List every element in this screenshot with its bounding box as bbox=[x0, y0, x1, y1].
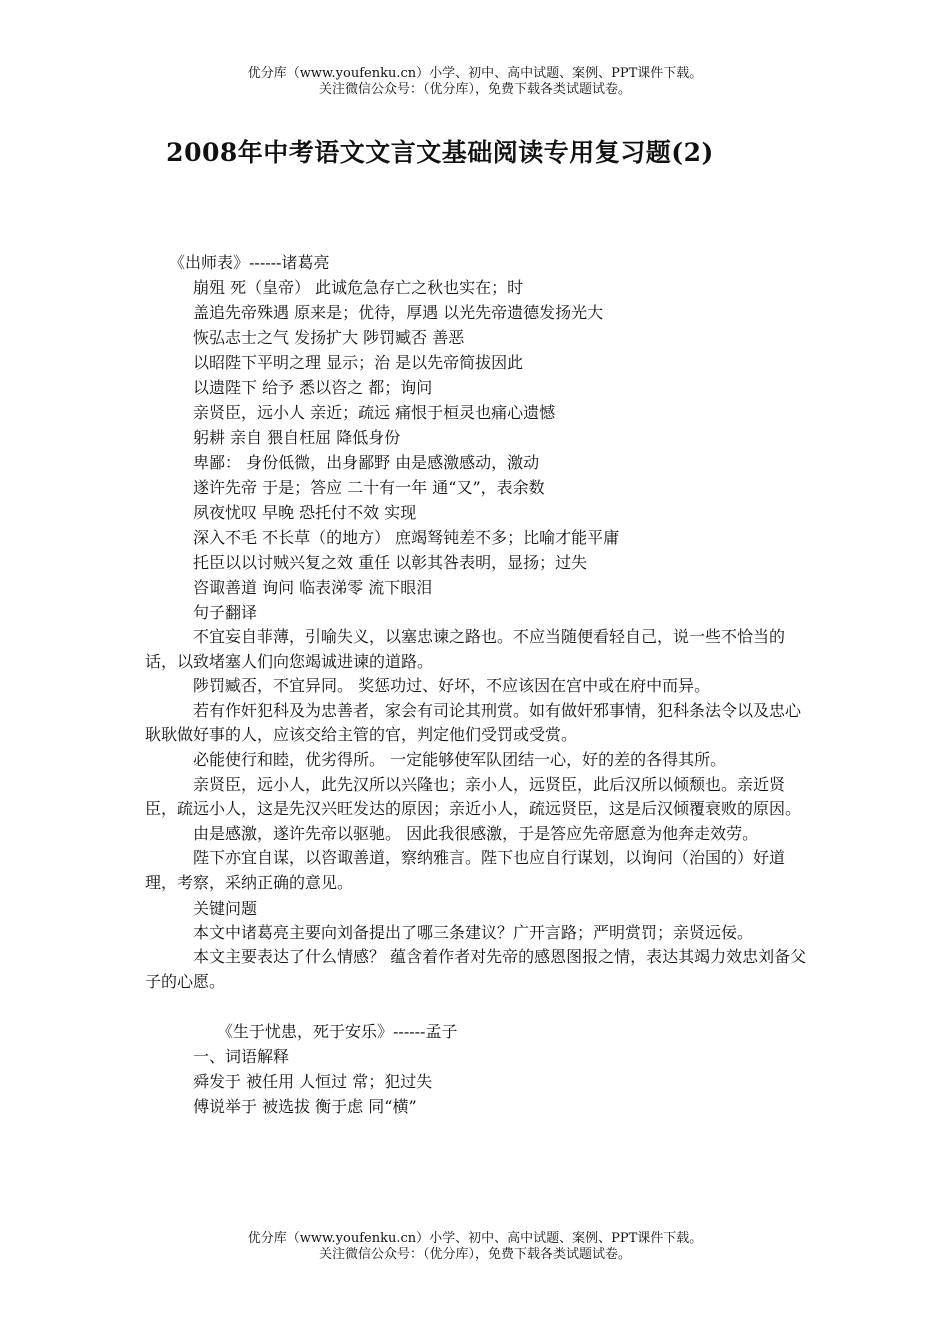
vocab-line: 夙夜忧叹 早晚 恐托付不效 实现 bbox=[193, 503, 417, 522]
question-paragraph: 本文中诸葛亮主要向刘备提出了哪三条建议？广开言路；严明赏罚；亲贤远佞。 bbox=[193, 922, 754, 942]
vocab-line: 舜发于 被任用 人恒过 常；犯过失 bbox=[193, 1072, 433, 1092]
footer-line-2: 关注微信公众号：（优分库），免费下载各类试题试卷。 bbox=[318, 1247, 631, 1262]
section-heading-chushibiao: 《出师表》------诸葛亮 bbox=[169, 253, 330, 272]
translation-label: 句子翻译 bbox=[193, 603, 258, 622]
vocab-line: 躬耕 亲自 猥自枉屈 降低身份 bbox=[193, 428, 401, 447]
translation-paragraph: 陟罚臧否，不宜异同。 奖惩功过、好坏，不应该因在宫中或在府中而异。 bbox=[193, 676, 711, 696]
question-paragraph: 本文主要表达了什么情感？ 蕴含着作者对先帝的感恩图报之情，表达其竭力效忠刘备父子的心愿。 bbox=[145, 947, 807, 991]
translation-paragraph: 若有作奸犯科及为忠善者，家会有司论其刑赏。如有做奸邪事情，犯科条法令以及忠心耿耿做好事的人，应该交给主管的官，判定他们受罚或受赏。 bbox=[145, 700, 802, 745]
translation-paragraph: 不宜妄自菲薄，引喻失义，以塞忠谏之路也。不应当随便看轻自己，说一些不恰当的话，以致堵塞人们向您竭诚进谏的道路。 bbox=[145, 627, 786, 671]
key-questions-label: 关键问题 bbox=[193, 898, 258, 918]
vocab-line: 恢弘志士之气 发扬扩大 陟罚臧否 善恶 bbox=[193, 328, 465, 347]
page-footer bbox=[0, 1231, 950, 1263]
vocab-line: 傅说举于 被选拔 衡于虑 同“横” bbox=[193, 1097, 417, 1117]
header-line-2: 关注微信公众号：（优分库），免费下载各类试题试卷。 bbox=[318, 82, 631, 97]
vocab-line: 盖追先帝殊遇 原来是；优待，厚遇 以光先帝遗德发扬光大 bbox=[193, 303, 604, 322]
page-title: 2008年中考语文文言文基础阅读专用复习题(2) bbox=[166, 138, 714, 167]
header-line-1: 优分库（www.youfenku.cn）小学、初中、高中试题、案例、PPT课件下载。 bbox=[247, 66, 703, 81]
translation-paragraph: 必能使行和睦，优劣得所。 一定能够使军队团结一心，好的差的各得其所。 bbox=[193, 749, 727, 769]
vocab-line: 亲贤臣，远小人 亲近；疏远 痛恨于桓灵也痛心遗憾 bbox=[193, 403, 556, 422]
vocab-line: 以昭陛下平明之理 显示；治 是以先帝简拔因此 bbox=[193, 353, 524, 372]
sub-heading: 一、词语解释 bbox=[193, 1047, 290, 1067]
page-header bbox=[0, 66, 950, 98]
translation-paragraph: 亲贤臣，远小人，此先汉所以兴隆也；亲小人，远贤臣，此后汉所以倾颓也。亲近贤臣，疏远小人，这是先汉兴旺发达的原因；亲近小人，疏远贤臣，这是后汉倾覆衰败的原因。 bbox=[145, 774, 802, 819]
vocab-line: 深入不毛 不长草（的地方） 庶竭驽钝差不多；比喻才能平庸 bbox=[193, 528, 620, 547]
vocab-line: 以遗陛下 给予 悉以咨之 都；询问 bbox=[193, 378, 433, 397]
vocab-line: 遂许先帝 于是；答应 二十有一年 通“又”，表余数 bbox=[193, 478, 545, 497]
footer-line-1: 优分库（www.youfenku.cn）小学、初中、高中试题、案例、PPT课件下载。 bbox=[247, 1231, 703, 1246]
translation-paragraph: 由是感激，遂许先帝以驱驰。 因此我很感激，于是答应先帝愿意为他奔走效劳。 bbox=[193, 823, 759, 843]
section-heading-shengyuyouhuan: 《生于忧患，死于安乐》------孟子 bbox=[217, 1022, 458, 1042]
vocab-line: 托臣以以讨贼兴复之效 重任 以彰其咎表明，显扬；过失 bbox=[193, 553, 588, 572]
document-body bbox=[145, 250, 810, 1119]
vocab-line: 崩殂 死（皇帝） 此诚危急存亡之秋也实在；时 bbox=[193, 278, 524, 297]
translation-paragraph: 陛下亦宜自谋，以咨诹善道，察纳雅言。陛下也应自行谋划，以询问（治国的）好道理，考察，采纳正确的意见。 bbox=[145, 848, 786, 892]
section-gap bbox=[145, 994, 810, 1019]
vocab-line: 卑鄙： 身份低微，出身鄙野 由是感激感动，激动 bbox=[193, 453, 540, 472]
vocab-line: 咨诹善道 询问 临表涕零 流下眼泪 bbox=[193, 578, 433, 597]
